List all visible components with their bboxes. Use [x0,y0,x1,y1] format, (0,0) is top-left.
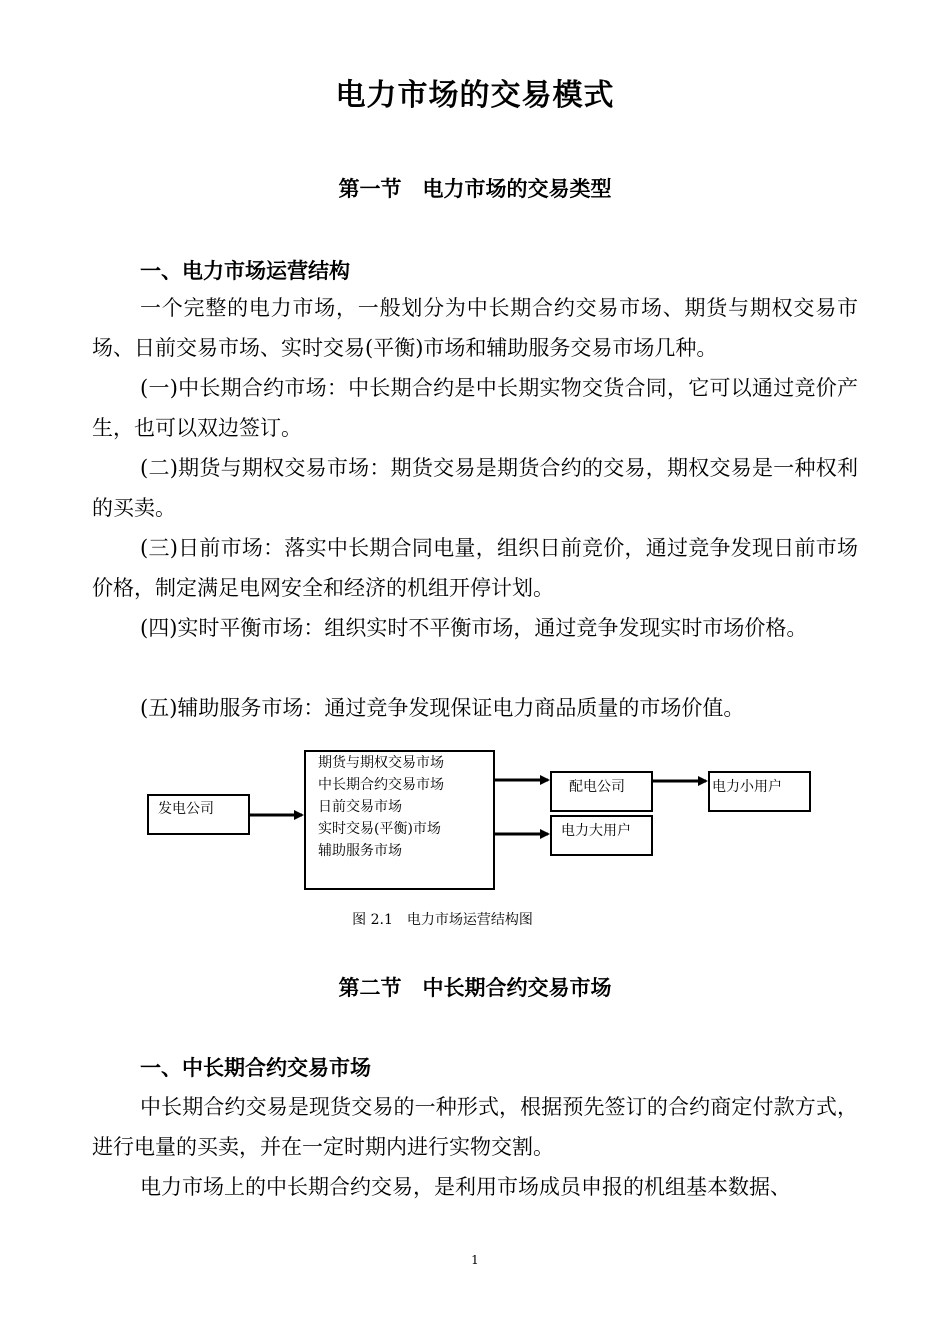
market-item: 期货与期权交易市场 [318,755,444,771]
paragraph-contract-market: 电力市场上的中长期合约交易，是利用市场成员申报的机组基本数据、 [140,1175,791,1199]
large-user-label: 电力大用户 [561,823,631,839]
paragraph-day-ahead: (三)日前市场：落实中长期合同电量，组织日前竞价，通过竞争发现日前市场价格，制定满足电网安全和经济的机组开停计划。 [92,536,858,600]
market-item: 辅助服务市场 [318,843,402,859]
page-title: 电力市场的交易模式 [335,78,615,113]
generator-label: 发电公司 [158,801,214,817]
paragraph-ancillary: (五)辅助服务市场：通过竞争发现保证电力商品质量的市场价值。 [140,696,745,720]
small-user-box [708,771,811,812]
paragraph-real-time: (四)实时平衡市场：组织实时不平衡市场，通过竞争发现实时市场价格。 [140,616,808,640]
figure-caption: 图 2.1 电力市场运营结构图 [352,912,533,928]
section-2-heading: 第二节 中长期合约交易市场 [338,976,612,1000]
distribution-label: 配电公司 [569,779,625,795]
paragraph-contract-trading: 中长期合约交易是现货交易的一种形式，根据预先签订的合约商定付款方式，进行电量的买卖，并在一定时期内进行实物交割。 [92,1095,858,1159]
paragraph-market-overview: 一个完整的电力市场，一般划分为中长期合约交易市场、期货与期权交易市场、日前交易市场、实时交易(平衡)市场和辅助服务交易市场几种。 [92,296,858,360]
market-item: 实时交易(平衡)市场 [318,821,441,837]
section-2-subheading: 一、中长期合约交易市场 [140,1056,371,1080]
section-1-heading: 第一节 电力市场的交易类型 [338,177,612,201]
page-number: 1 [471,1253,479,1267]
distribution-box [550,771,653,812]
market-item: 日前交易市场 [318,799,402,815]
paragraph-futures-options: (二)期货与期权交易市场：期货交易是期货合约的交易，期权交易是一种权利的买卖。 [92,456,858,520]
markets-box [304,750,495,890]
paragraph-long-term-contract: (一)中长期合约市场：中长期合约是中长期实物交货合同，它可以通过竞价产生，也可以双边签订。 [92,376,858,440]
large-user-box [550,815,653,856]
small-user-label: 电力小用户 [712,779,782,795]
section-1-subheading: 一、电力市场运营结构 [140,259,350,283]
generator-box [147,794,250,835]
market-item: 中长期合约交易市场 [318,777,444,793]
